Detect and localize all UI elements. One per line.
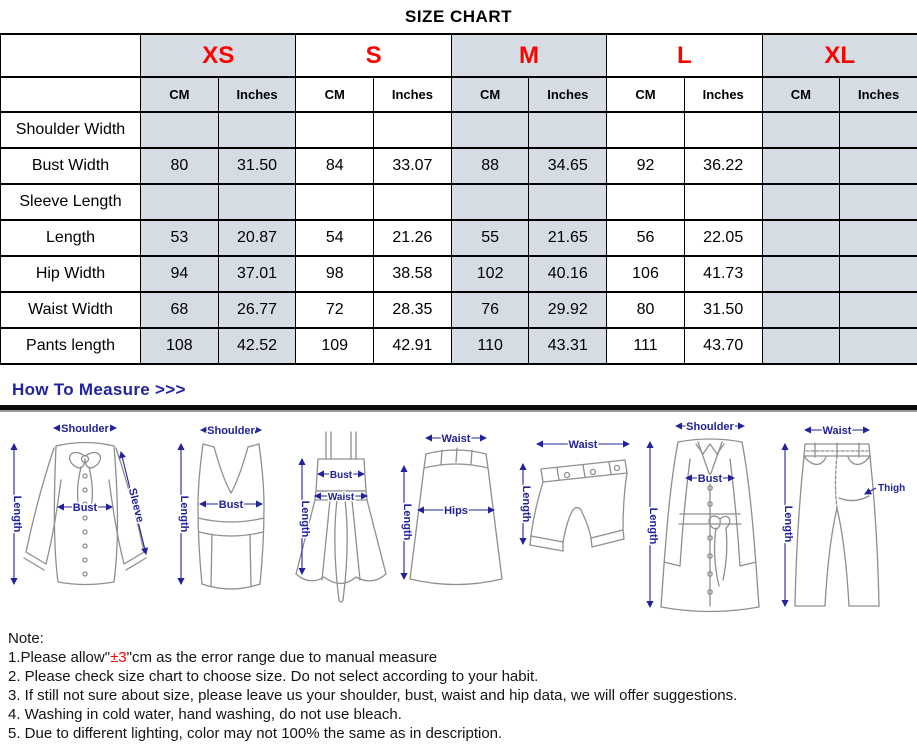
cell xyxy=(218,184,296,220)
size-header-m: M xyxy=(451,34,606,77)
cell xyxy=(684,112,762,148)
cell: 21.65 xyxy=(529,220,607,256)
unit-header-inches: Inches xyxy=(529,77,607,112)
cell: 109 xyxy=(296,328,374,364)
table-row-hip-width xyxy=(1,256,917,292)
cell: 42.52 xyxy=(218,328,296,364)
cell xyxy=(762,148,840,184)
length-label: Length xyxy=(177,495,190,533)
cell: 28.35 xyxy=(374,292,452,328)
table-row-pants-length xyxy=(1,328,917,364)
table-row-length xyxy=(1,220,917,256)
cell: 31.50 xyxy=(684,292,762,328)
corner-cell xyxy=(1,34,141,77)
note-item-4: 4. Washing in cold water, hand washing, do not use bleach. xyxy=(8,706,402,723)
table-row-waist-width xyxy=(1,292,917,328)
cell xyxy=(451,112,529,148)
cell: 98 xyxy=(296,256,374,292)
cell xyxy=(762,292,840,328)
thigh-label: Thigh xyxy=(877,483,906,494)
cell: 36.22 xyxy=(684,148,762,184)
size-header-xl: XL xyxy=(762,34,917,77)
size-header-l: L xyxy=(607,34,762,77)
cell: 92 xyxy=(607,148,685,184)
cell: 84 xyxy=(296,148,374,184)
cell xyxy=(296,184,374,220)
length-label: Length xyxy=(401,503,414,541)
cell: 53 xyxy=(141,220,219,256)
shoulder-label: Shoulder xyxy=(686,421,734,433)
length-label: Length xyxy=(298,500,311,538)
cell xyxy=(141,112,219,148)
cell: 108 xyxy=(141,328,219,364)
cell xyxy=(762,256,840,292)
unit-header-inches: Inches xyxy=(840,77,917,112)
notes-section xyxy=(8,629,917,743)
cell xyxy=(529,112,607,148)
cell xyxy=(762,220,840,256)
cell xyxy=(840,184,917,220)
table-row-bust-width xyxy=(1,148,917,184)
size-header-row xyxy=(1,34,917,77)
tank-top-drawing xyxy=(167,414,279,619)
cell: 43.70 xyxy=(684,328,762,364)
waist-label: Waist xyxy=(822,425,852,437)
cell: 80 xyxy=(607,292,685,328)
cell xyxy=(840,220,917,256)
cell: 33.07 xyxy=(374,148,452,184)
unit-header-cm: CM xyxy=(141,77,219,112)
note-item-3: 3. If still not sure about size, please leave us your shoulder, bust, waist and hip data, we will offer suggestions. xyxy=(8,687,738,704)
note-item-1 xyxy=(8,648,917,667)
bust-label: Bust xyxy=(218,499,244,511)
how-to-measure-figures xyxy=(0,412,917,621)
cell xyxy=(840,292,917,328)
cell: 42.91 xyxy=(374,328,452,364)
table-row-sleeve-length xyxy=(1,184,917,220)
cell xyxy=(607,184,685,220)
cell: 40.16 xyxy=(529,256,607,292)
cell: 94 xyxy=(141,256,219,292)
notes-heading: Note: xyxy=(8,630,44,647)
cell: 88 xyxy=(451,148,529,184)
note-item-5: 5. Due to different lighting, color may not 100% the same as in description. xyxy=(8,725,503,742)
table-row-shoulder-width xyxy=(1,112,917,148)
cell: 68 xyxy=(141,292,219,328)
coat-drawing xyxy=(640,414,770,619)
cell xyxy=(141,184,219,220)
cell: 26.77 xyxy=(218,292,296,328)
cell xyxy=(374,112,452,148)
unit-header-inches: Inches xyxy=(684,77,762,112)
cell xyxy=(840,112,917,148)
skirt-drawing xyxy=(396,414,508,619)
bust-label: Bust xyxy=(72,502,98,514)
row-label: Length xyxy=(1,220,141,256)
cell xyxy=(840,148,917,184)
cell xyxy=(684,184,762,220)
cell: 110 xyxy=(451,328,529,364)
length-label: Length xyxy=(647,507,660,545)
row-label: Waist Width xyxy=(1,292,141,328)
waist-label: Waist xyxy=(327,492,354,503)
row-label: Pants length xyxy=(1,328,141,364)
bust-label: Bust xyxy=(697,473,723,485)
unit-header-cm: CM xyxy=(762,77,840,112)
cell: 111 xyxy=(607,328,685,364)
cell xyxy=(296,112,374,148)
sleeve-label: Sleeve xyxy=(125,486,146,524)
cell: 38.58 xyxy=(374,256,452,292)
cell xyxy=(840,328,917,364)
unit-header-cm: CM xyxy=(296,77,374,112)
page-title: SIZE CHART xyxy=(405,7,512,26)
pants-outline xyxy=(795,443,879,606)
shoulder-label: Shoulder xyxy=(61,423,109,435)
tank-top-outline xyxy=(198,444,264,589)
cell: 22.05 xyxy=(684,220,762,256)
waist-label: Waist xyxy=(568,439,598,451)
row-label: Hip Width xyxy=(1,256,141,292)
note1-tolerance: ±3 xyxy=(110,649,127,666)
cell xyxy=(762,184,840,220)
cell xyxy=(374,184,452,220)
shoulder-label: Shoulder xyxy=(206,425,255,437)
unit-header-row xyxy=(1,77,917,112)
cell: 21.26 xyxy=(374,220,452,256)
cell xyxy=(762,328,840,364)
cell: 72 xyxy=(296,292,374,328)
shorts-outline xyxy=(530,460,627,551)
row-label: Sleeve Length xyxy=(1,184,141,220)
waist-label: Waist xyxy=(442,433,471,445)
cell xyxy=(762,112,840,148)
cell: 31.50 xyxy=(218,148,296,184)
row-label: Bust Width xyxy=(1,148,141,184)
length-label: Length xyxy=(520,485,533,523)
cell: 37.01 xyxy=(218,256,296,292)
cell: 41.73 xyxy=(684,256,762,292)
cell: 76 xyxy=(451,292,529,328)
unit-header-cm: CM xyxy=(451,77,529,112)
note1-suffix: "cm as the error range due to manual measure xyxy=(126,649,438,666)
size-chart-table xyxy=(0,33,917,365)
note-item-2: 2. Please check size chart to choose size. Do not select according to your habit. xyxy=(8,668,539,685)
pants-drawing xyxy=(773,414,913,619)
corner-cell xyxy=(1,77,141,112)
cell xyxy=(218,112,296,148)
hips-label: Hips xyxy=(444,505,469,517)
cell: 20.87 xyxy=(218,220,296,256)
slip-dress-drawing xyxy=(282,414,394,619)
size-header-s: S xyxy=(296,34,451,77)
cell xyxy=(451,184,529,220)
cell: 55 xyxy=(451,220,529,256)
cell xyxy=(607,112,685,148)
cell: 106 xyxy=(607,256,685,292)
note1-prefix: 1.Please allow" xyxy=(8,649,111,666)
section-divider xyxy=(0,405,917,412)
unit-header-inches: Inches xyxy=(374,77,452,112)
cell: 54 xyxy=(296,220,374,256)
unit-header-inches: Inches xyxy=(218,77,296,112)
unit-header-cm: CM xyxy=(607,77,685,112)
cell xyxy=(840,256,917,292)
cell: 80 xyxy=(141,148,219,184)
shorts-drawing xyxy=(511,414,637,619)
coat-measure-arrows xyxy=(650,426,744,607)
size-header-xs: XS xyxy=(141,34,296,77)
how-to-measure-heading: How To Measure >>> xyxy=(12,380,186,399)
coat-outline xyxy=(661,439,759,612)
length-label: Length xyxy=(11,495,23,533)
length-label: Length xyxy=(781,505,794,543)
cell: 43.31 xyxy=(529,328,607,364)
bust-label: Bust xyxy=(329,470,352,481)
cell: 34.65 xyxy=(529,148,607,184)
row-label: Shoulder Width xyxy=(1,112,141,148)
blouse-drawing xyxy=(4,414,164,619)
cell xyxy=(529,184,607,220)
cell: 29.92 xyxy=(529,292,607,328)
cell: 56 xyxy=(607,220,685,256)
cell: 102 xyxy=(451,256,529,292)
